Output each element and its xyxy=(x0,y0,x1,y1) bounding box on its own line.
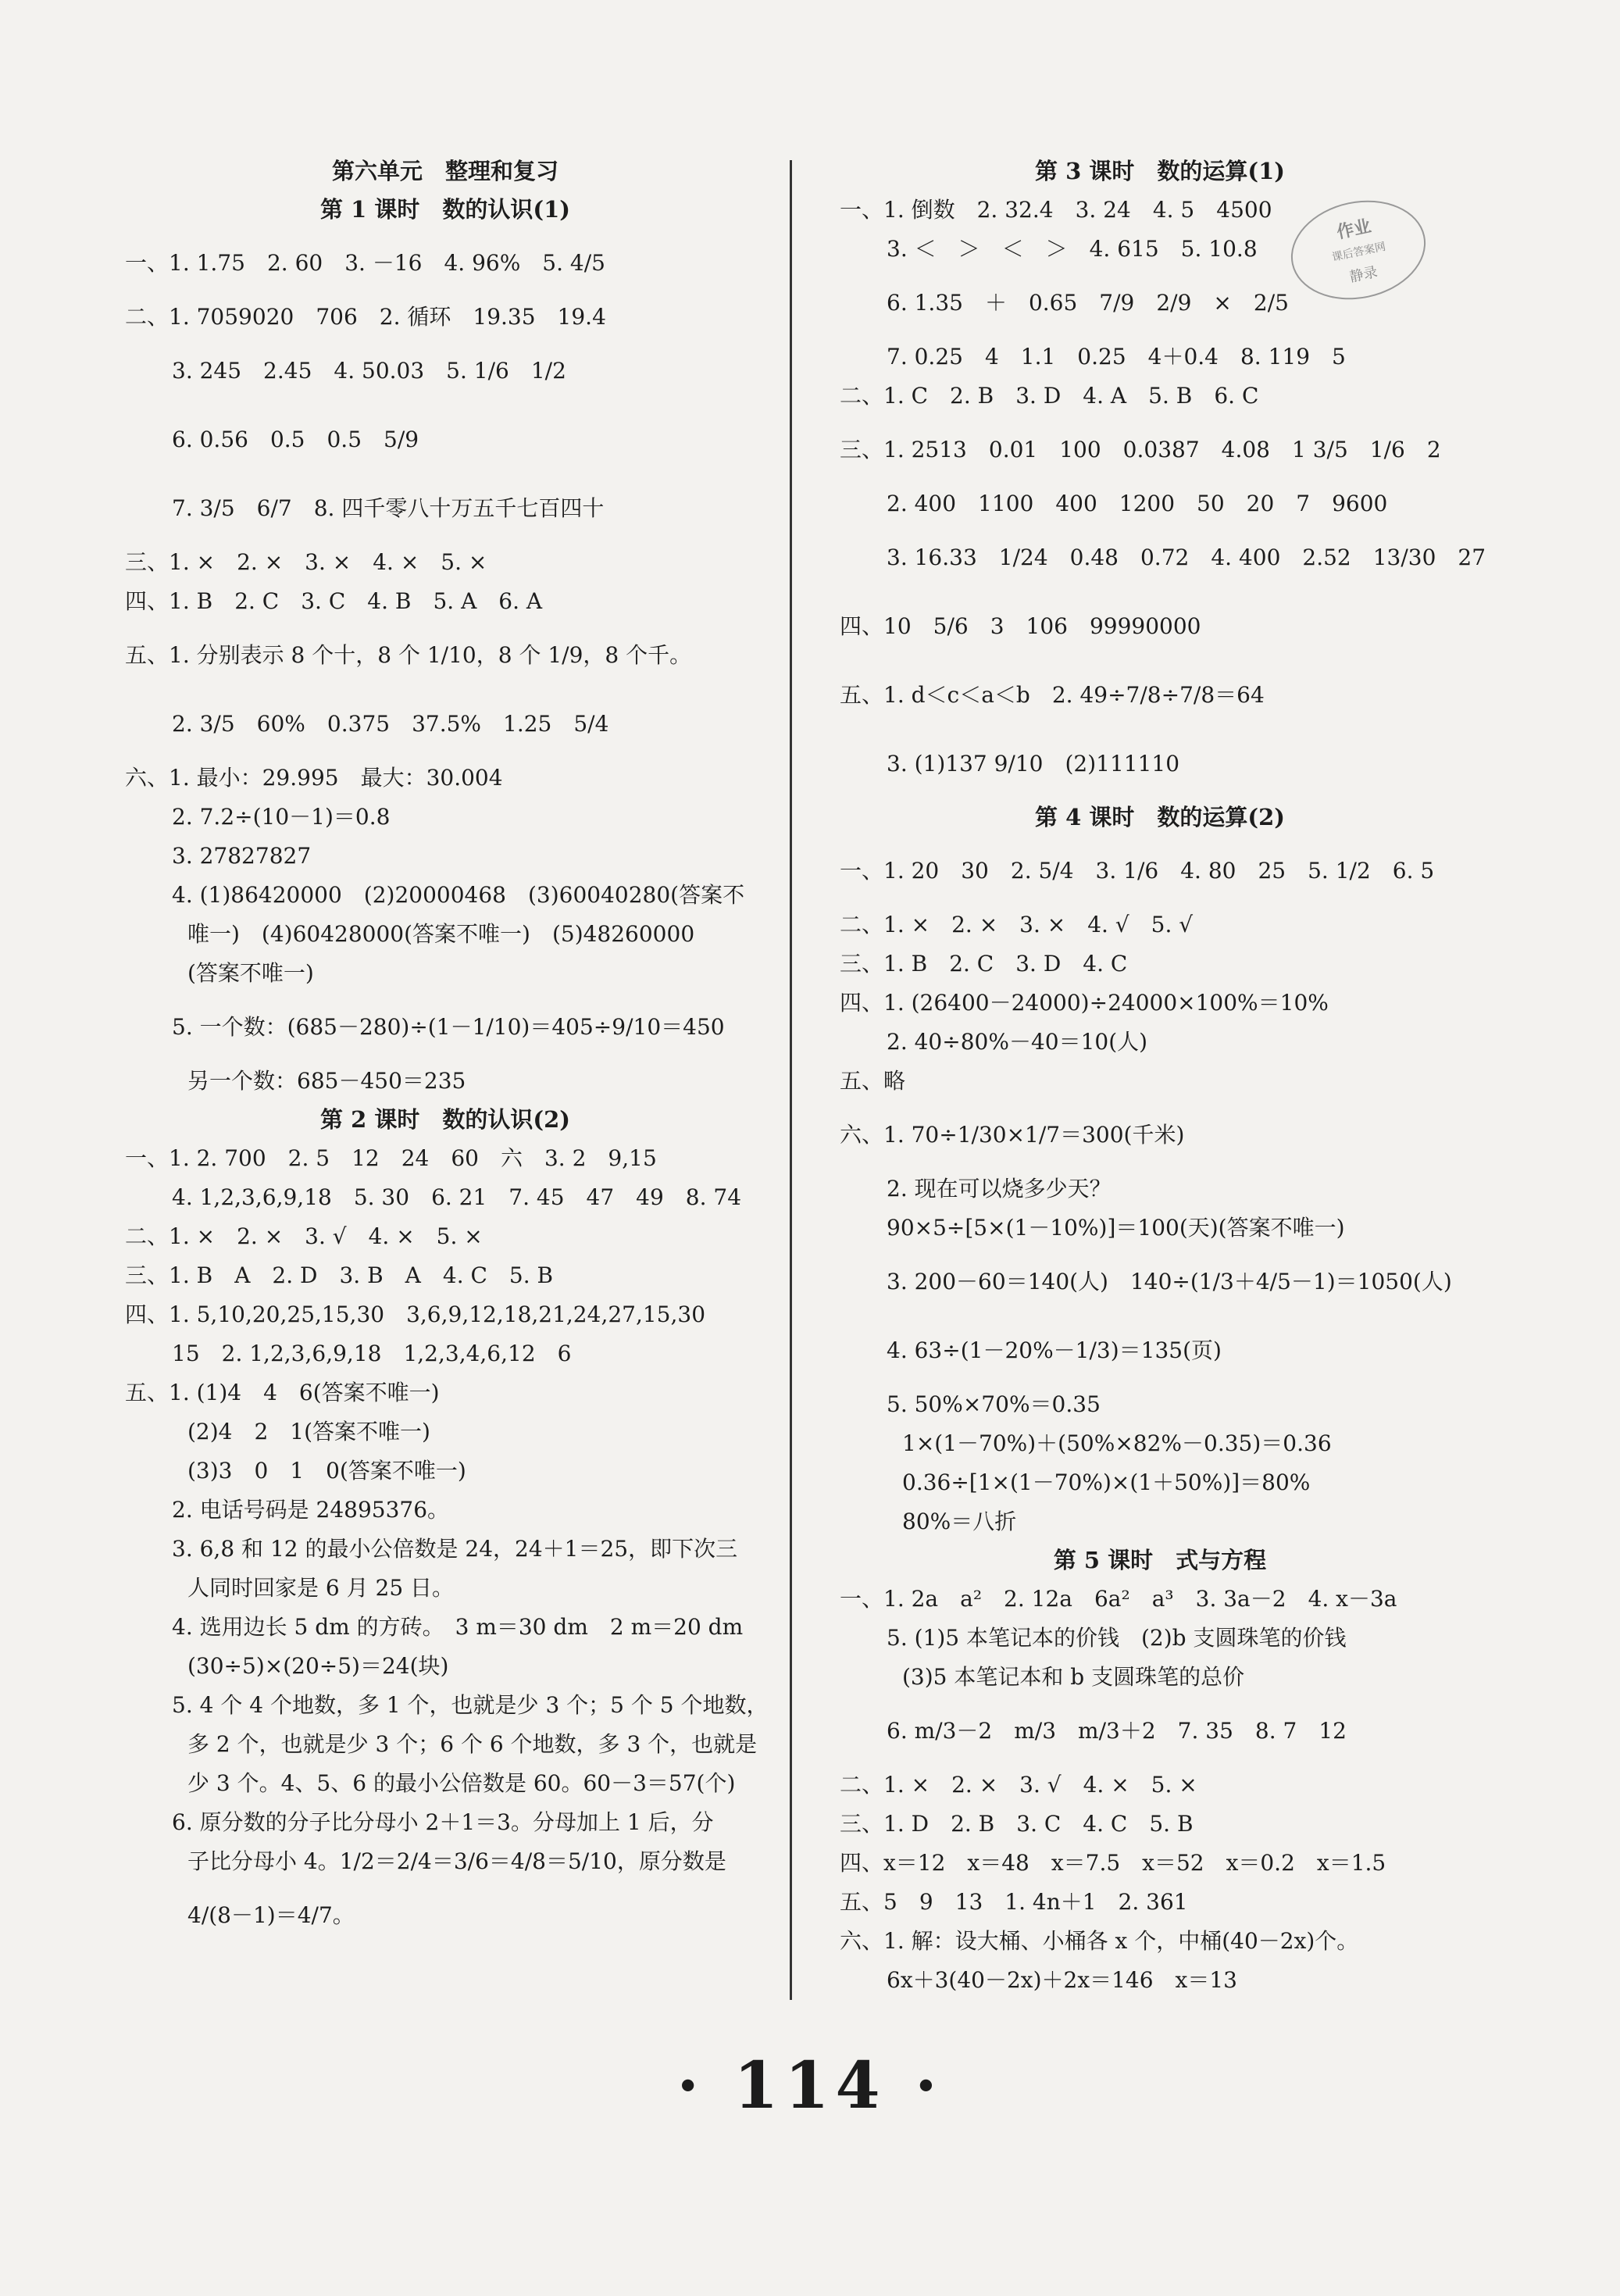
answer-line: 五、略 xyxy=(840,1068,906,1094)
answer-line: 二、1. 7059020 706 2. 循环 19.35 19.4 xyxy=(125,304,606,330)
answer-line: (3)5 本笔记本和 b 支圆珠笔的总价 xyxy=(902,1664,1245,1690)
answer-line: 五、1. 分别表示 8 个十，8 个 1/10，8 个 1/9，8 个千。 xyxy=(125,642,692,668)
answer-line: 2. 40÷80%－40＝10(人) xyxy=(887,1029,1148,1055)
lesson-2-title: 第 2 课时 数的认识(2) xyxy=(320,1106,570,1133)
answer-line: 3. ＜ ＞ ＜ ＞ 4. 615 5. 10.8 xyxy=(887,236,1258,262)
answer-line: 5. 一个数：(685－280)÷(1－1/10)＝405÷9/10＝450 xyxy=(172,1014,725,1040)
answer-line: (3)3 0 1 0(答案不唯一) xyxy=(187,1458,466,1484)
lesson-4-title: 第 4 课时 数的运算(2) xyxy=(1035,804,1285,830)
answer-line: (2)4 2 1(答案不唯一) xyxy=(187,1419,430,1444)
answer-line: 2. 7.2÷(10－1)＝0.8 xyxy=(172,804,391,830)
answer-line: 4. 1,2,3,6,9,18 5. 30 6. 21 7. 45 47 49 8. 74 xyxy=(172,1184,742,1210)
answer-line: 一、1. 倒数 2. 32.4 3. 24 4. 5 4500 xyxy=(840,197,1272,223)
answer-line: 六、1. 最小：29.995 最大：30.004 xyxy=(125,765,503,791)
answer-line: 6. 1.35 ＋ 0.65 7/9 2/9 × 2/5 xyxy=(887,290,1289,316)
answer-line: (30÷5)×(20÷5)＝24(块) xyxy=(187,1653,449,1679)
answer-line: 子比分母小 4。1/2＝2/4＝3/6＝4/8＝5/10，原分数是 xyxy=(187,1848,726,1874)
answer-line: 二、1. C 2. B 3. D 4. A 5. B 6. C xyxy=(840,383,1259,409)
answer-line: 另一个数：685－450＝235 xyxy=(187,1068,466,1094)
answer-line: 五、1. (1)4 4 6(答案不唯一) xyxy=(125,1380,440,1405)
answer-line: 7. 3/5 6/7 8. 四千零八十万五千七百四十 xyxy=(172,495,605,521)
answer-line: 7. 0.25 4 1.1 0.25 4＋0.4 8. 119 5 xyxy=(887,344,1346,370)
answer-line: 四、10 5/6 3 106 99990000 xyxy=(840,613,1201,639)
answer-line: 三、1. × 2. × 3. × 4. × 5. × xyxy=(125,549,487,575)
answer-line: 四、1. 5,10,20,25,15,30 3,6,9,12,18,21,24,27,15,30 xyxy=(125,1302,706,1327)
answer-line: 二、1. × 2. × 3. × 4. √ 5. √ xyxy=(840,912,1194,937)
answer-line: 3. (1)137 9/10 (2)111110 xyxy=(887,751,1180,777)
answer-line: 3. 245 2.45 4. 50.03 5. 1/6 1/2 xyxy=(172,358,566,384)
answer-line: 多 2 个，也就是少 3 个；6 个 6 个地数，多 3 个，也就是 xyxy=(187,1731,758,1757)
answer-line: 2. 现在可以烧多少天？ xyxy=(887,1176,1112,1202)
answer-line: 四、1. (26400－24000)÷24000×100%＝10% xyxy=(840,990,1329,1016)
answer-line: 六、1. 解：设大桶、小桶各 x 个，中桶(40－2x)个。 xyxy=(840,1928,1359,1954)
answer-line: 4. 63÷(1－20%－1/3)＝135(页) xyxy=(887,1337,1222,1363)
lesson-5-title: 第 5 课时 式与方程 xyxy=(1053,1547,1267,1573)
answer-line: 二、1. × 2. × 3. √ 4. × 5. × xyxy=(125,1223,483,1249)
answer-line: 1×(1－70%)＋(50%×82%－0.35)＝0.36 xyxy=(902,1430,1332,1456)
answer-line: 四、1. B 2. C 3. C 4. B 5. A 6. A xyxy=(125,588,543,614)
answer-line: 五、1. d＜c＜a＜b 2. 49÷7/8÷7/8＝64 xyxy=(840,682,1265,708)
answer-line: 三、1. B A 2. D 3. B A 4. C 5. B xyxy=(125,1262,554,1288)
answer-line: 4. 选用边长 5 dm 的方砖。 3 m＝30 dm 2 m＝20 dm xyxy=(172,1614,744,1640)
answer-line: 80%＝八折 xyxy=(902,1509,1017,1534)
page-number: · 114 · xyxy=(676,2048,944,2123)
answer-line: 2. 3/5 60% 0.375 37.5% 1.25 5/4 xyxy=(172,711,609,737)
stamp-line-3: 静录 xyxy=(1347,263,1379,286)
answer-line: 6. 原分数的分子比分母小 2＋1＝3。分母加上 1 后，分 xyxy=(172,1809,714,1835)
answer-line: 一、1. 20 30 2. 5/4 3. 1/6 4. 80 25 5. 1/2 6. 5 xyxy=(840,858,1435,884)
answer-line: 4/(8－1)＝4/7。 xyxy=(187,1902,355,1928)
answer-line: 3. 16.33 1/24 0.48 0.72 4. 400 2.52 13/30 27 xyxy=(887,545,1486,570)
lesson-3-title: 第 3 课时 数的运算(1) xyxy=(1035,158,1285,184)
answer-line: 6. m/3－2 m/3 m/3＋2 7. 35 8. 7 12 xyxy=(887,1718,1347,1744)
answer-line: 3. 6,8 和 12 的最小公倍数是 24，24＋1＝25，即下次三 xyxy=(172,1536,738,1562)
answer-line: 唯一) (4)60428000(答案不唯一) (5)48260000 xyxy=(187,921,695,947)
right-column xyxy=(840,152,1486,2000)
answer-line: 三、1. B 2. C 3. D 4. C xyxy=(840,951,1128,977)
stamp-line-2: 课后答案网 xyxy=(1330,240,1387,265)
answer-line: 一、1. 1.75 2. 60 3. －16 4. 96% 5. 4/5 xyxy=(125,250,605,276)
answer-line: 3. 200－60＝140(人) 140÷(1/3＋4/5－1)＝1050(人) xyxy=(887,1269,1452,1294)
answer-line: 一、1. 2. 700 2. 5 12 24 60 六 3. 2 9,15 xyxy=(125,1145,657,1171)
answer-line: 2. 电话号码是 24895376。 xyxy=(172,1497,450,1523)
column-divider xyxy=(790,160,792,2000)
answer-line: 15 2. 1,2,3,6,9,18 1,2,3,4,6,12 6 xyxy=(172,1341,572,1366)
answer-line: 5. 50%×70%＝0.35 xyxy=(887,1391,1101,1417)
answer-line: 90×5÷[5×(1－10%)]＝100(天)(答案不唯一) xyxy=(887,1215,1345,1241)
stamp-line-1: 作业 xyxy=(1335,216,1373,243)
left-column xyxy=(125,152,769,1950)
answer-line: (答案不唯一) xyxy=(187,960,314,986)
answer-line: 五、5 9 13 1. 4n＋1 2. 361 xyxy=(840,1889,1188,1915)
answer-line: 6x＋3(40－2x)＋2x＝146 x＝13 xyxy=(887,1967,1237,1993)
answer-line: 三、1. 2513 0.01 100 0.0387 4.08 1 3/5 1/6 2 xyxy=(840,437,1441,462)
answer-line: 少 3 个。4、5、6 的最小公倍数是 60。60－3＝57(个) xyxy=(187,1770,736,1796)
lesson-1-title: 第 1 课时 数的认识(1) xyxy=(320,196,570,223)
answer-line: 一、1. 2a a² 2. 12a 6a² a³ 3. 3a－2 4. x－3a xyxy=(840,1586,1397,1612)
answer-line: 人同时回家是 6 月 25 日。 xyxy=(187,1575,455,1601)
answer-line: 三、1. D 2. B 3. C 4. C 5. B xyxy=(840,1811,1194,1837)
answer-line: 六、1. 70÷1/30×1/7＝300(千米) xyxy=(840,1122,1185,1148)
answer-line: 3. 27827827 xyxy=(172,843,312,869)
answer-line: 2. 400 1100 400 1200 50 20 7 9600 xyxy=(887,491,1388,516)
answer-line: 0.36÷[1×(1－70%)×(1＋50%)]＝80% xyxy=(902,1469,1311,1495)
answer-line: 5. (1)5 本笔记本的价钱 (2)b 支圆珠笔的价钱 xyxy=(887,1625,1347,1651)
answer-line: 四、x＝12 x＝48 x＝7.5 x＝52 x＝0.2 x＝1.5 xyxy=(840,1850,1386,1876)
answer-line: 5. 4 个 4 个地数，多 1 个，也就是少 3 个；5 个 5 个地数， xyxy=(172,1692,769,1718)
answer-line: 4. (1)86420000 (2)20000468 (3)60040280(答案不 xyxy=(172,882,745,908)
unit-title: 第六单元 整理和复习 xyxy=(331,158,558,184)
answer-line: 6. 0.56 0.5 0.5 5/9 xyxy=(172,427,419,452)
answer-line: 二、1. × 2. × 3. √ 4. × 5. × xyxy=(840,1772,1197,1798)
